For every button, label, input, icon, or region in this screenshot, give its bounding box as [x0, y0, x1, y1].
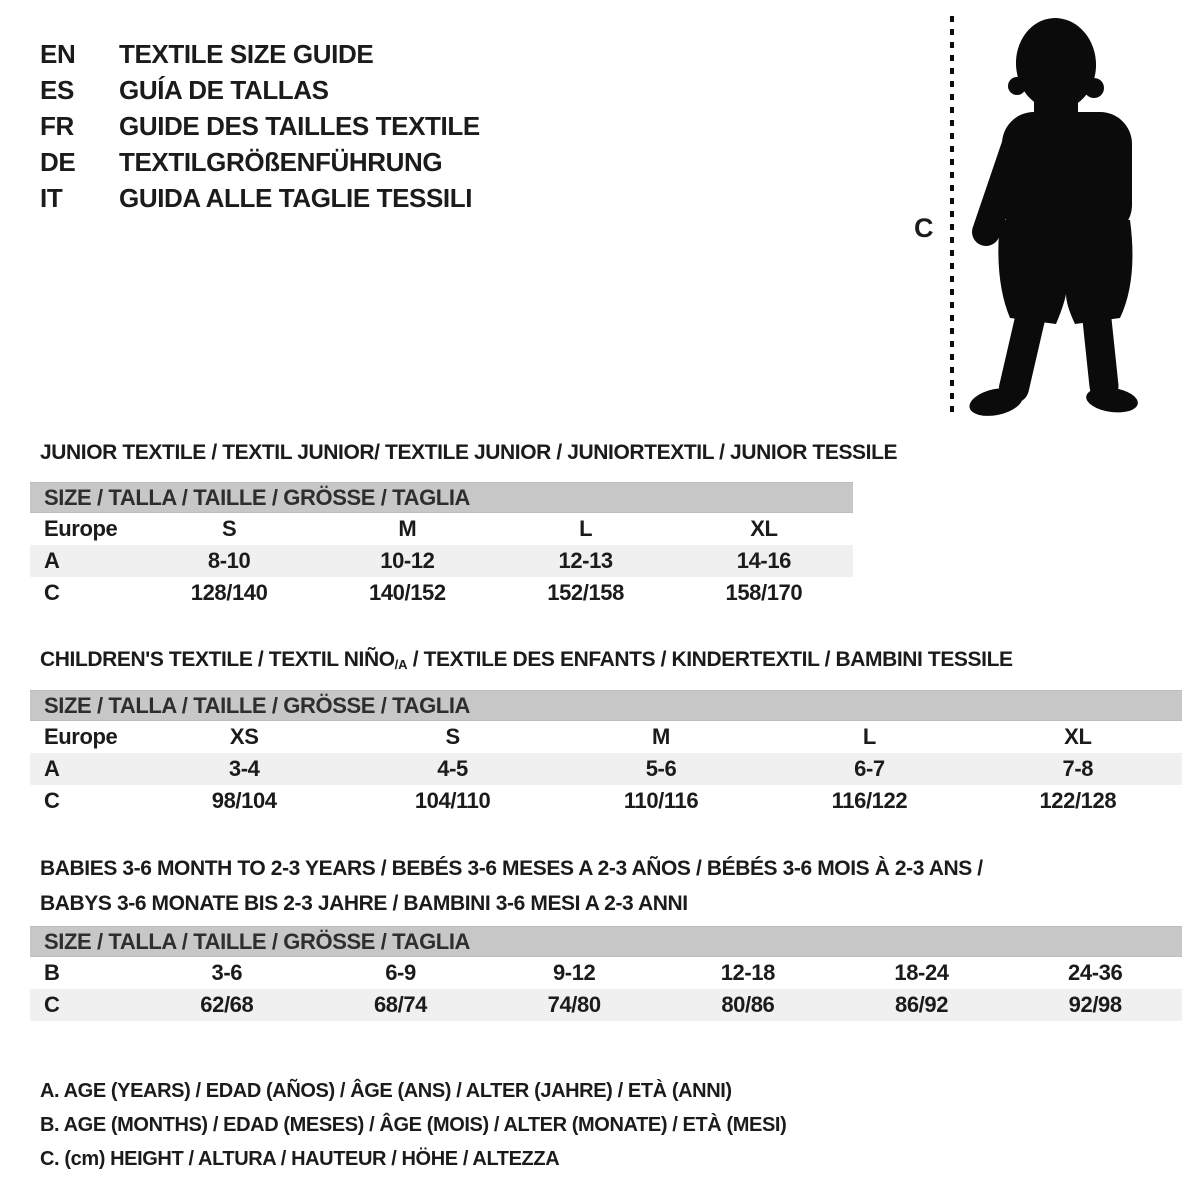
value-cell: 98/104	[211, 788, 277, 813]
babies-title-line1: BABIES 3-6 MONTH TO 2-3 YEARS / BEBÉS 3-6 MESES A 2-3 AÑOS / BÉBÉS 3-6 MOIS À 2-3 ANS /	[40, 857, 983, 880]
value-cell: 80/86	[721, 992, 775, 1017]
row-label-cell: C	[44, 580, 60, 605]
value-cell: M	[652, 724, 670, 749]
value-cell: 122/128	[1039, 788, 1117, 813]
table-row	[30, 545, 853, 577]
table-row	[30, 785, 1182, 817]
legend-line-c: C. (cm) HEIGHT / ALTURA / HAUTEUR / HÖHE / ALTEZZA	[40, 1148, 560, 1170]
value-cell: 14-16	[736, 548, 792, 573]
children-title-sub: /A	[394, 657, 408, 672]
children-section-title	[40, 642, 1013, 682]
table-row	[30, 513, 853, 545]
language-row-en	[40, 36, 480, 72]
language-row-es	[40, 72, 480, 108]
table-row	[30, 989, 1182, 1021]
value-cell: 6-9	[385, 960, 416, 985]
babies-title-line2: BABYS 3-6 MONATE BIS 2-3 JAHRE / BAMBINI 3-6 MESI A 2-3 ANNI	[40, 892, 688, 915]
value-cell: 9-12	[552, 960, 596, 985]
children-title-suffix: / TEXTILE DES ENFANTS / KINDERTEXTIL / BAMBINI TESSILE	[407, 648, 1013, 671]
value-cell: 116/122	[831, 788, 908, 813]
language-code: EN	[40, 39, 76, 69]
guide-title-de: TEXTILGRÖßENFÜHRUNG	[119, 147, 443, 177]
legend-line-b: B. AGE (MONTHS) / EDAD (MESES) / ÂGE (MOIS) / ALTER (MONATE) / ETÀ (MESI)	[40, 1114, 787, 1136]
value-cell: M	[398, 516, 417, 541]
value-cell: 158/170	[725, 580, 803, 605]
junior-size-header-bar: SIZE / TALLA / TAILLE / GRÖSSE / TAGLIA	[30, 482, 853, 513]
value-cell: 62/68	[200, 992, 254, 1017]
table-row	[30, 721, 1182, 753]
value-cell: 140/152	[369, 580, 446, 605]
junior-size-table	[30, 482, 853, 609]
babies-section-title	[40, 851, 983, 921]
language-code: ES	[40, 75, 74, 105]
value-cell: 5-6	[645, 756, 677, 781]
toddler-silhouette-icon	[900, 0, 1160, 440]
language-row-it	[40, 180, 480, 216]
value-cell: 110/116	[623, 788, 699, 813]
row-label-cell: B	[44, 960, 60, 985]
value-cell: 3-4	[228, 756, 260, 781]
children-size-header-bar: SIZE / TALLA / TAILLE / GRÖSSE / TAGLIA	[30, 690, 1182, 721]
guide-title-en: TEXTILE SIZE GUIDE	[119, 39, 374, 69]
table-row	[30, 957, 1182, 989]
legend-line-a: A. AGE (YEARS) / EDAD (AÑOS) / ÂGE (ANS) / ALTER (JAHRE) / ETÀ (ANNI)	[40, 1080, 732, 1102]
babies-size-table	[30, 926, 1182, 1021]
row-label-cell: Europe	[44, 516, 118, 541]
row-label-cell: C	[44, 788, 60, 813]
value-cell: 24-36	[1068, 960, 1123, 985]
value-cell: 104/110	[414, 788, 491, 813]
value-cell: L	[579, 516, 593, 541]
language-header	[40, 36, 480, 216]
row-label-cell: C	[44, 992, 60, 1017]
table-row	[30, 753, 1182, 785]
toddler-body-shapes	[967, 15, 1140, 420]
language-row-fr	[40, 108, 480, 144]
value-cell: 18-24	[894, 960, 949, 985]
guide-title-fr: GUIDE DES TAILLES TEXTILE	[119, 111, 480, 141]
junior-section-title: JUNIOR TEXTILE / TEXTIL JUNIOR/ TEXTILE JUNIOR / JUNIORTEXTIL / JUNIOR TESSILE	[40, 441, 898, 464]
value-cell: 152/158	[547, 580, 624, 605]
value-cell: 12-13	[558, 548, 613, 573]
value-cell: 74/80	[547, 992, 601, 1017]
language-row-de	[40, 144, 480, 180]
value-cell: XL	[750, 516, 778, 541]
row-label-cell: A	[44, 548, 60, 573]
language-code: FR	[40, 111, 74, 141]
value-cell: XL	[1064, 724, 1092, 749]
table-row	[30, 577, 853, 609]
value-cell: 68/74	[373, 992, 428, 1017]
guide-title-es: GUÍA DE TALLAS	[119, 75, 329, 105]
value-cell: 10-12	[380, 548, 435, 573]
value-cell: L	[862, 724, 876, 749]
language-code: IT	[40, 183, 63, 213]
figure-height-label: C	[914, 213, 934, 243]
guide-title-it: GUIDA ALLE TAGLIE TESSILI	[119, 183, 473, 213]
legend	[40, 1074, 786, 1176]
language-code: DE	[40, 147, 76, 177]
value-cell: 92/98	[1068, 992, 1122, 1017]
row-label-cell: Europe	[44, 724, 118, 749]
babies-size-header-bar: SIZE / TALLA / TAILLE / GRÖSSE / TAGLIA	[30, 926, 1182, 957]
value-cell: 86/92	[894, 992, 949, 1017]
value-cell: 4-5	[437, 756, 468, 781]
value-cell: S	[445, 724, 460, 749]
value-cell: 12-18	[720, 960, 775, 985]
value-cell: 7-8	[1062, 756, 1094, 781]
value-cell: 6-7	[854, 756, 885, 781]
value-cell: XS	[229, 724, 259, 749]
value-cell: S	[221, 516, 237, 541]
children-title-prefix: CHILDREN'S TEXTILE / TEXTIL NIÑO	[40, 648, 395, 671]
children-size-table	[30, 690, 1182, 817]
row-label-cell: A	[44, 756, 60, 781]
value-cell: 128/140	[190, 580, 268, 605]
value-cell: 3-6	[211, 960, 243, 985]
value-cell: 8-10	[207, 548, 251, 573]
